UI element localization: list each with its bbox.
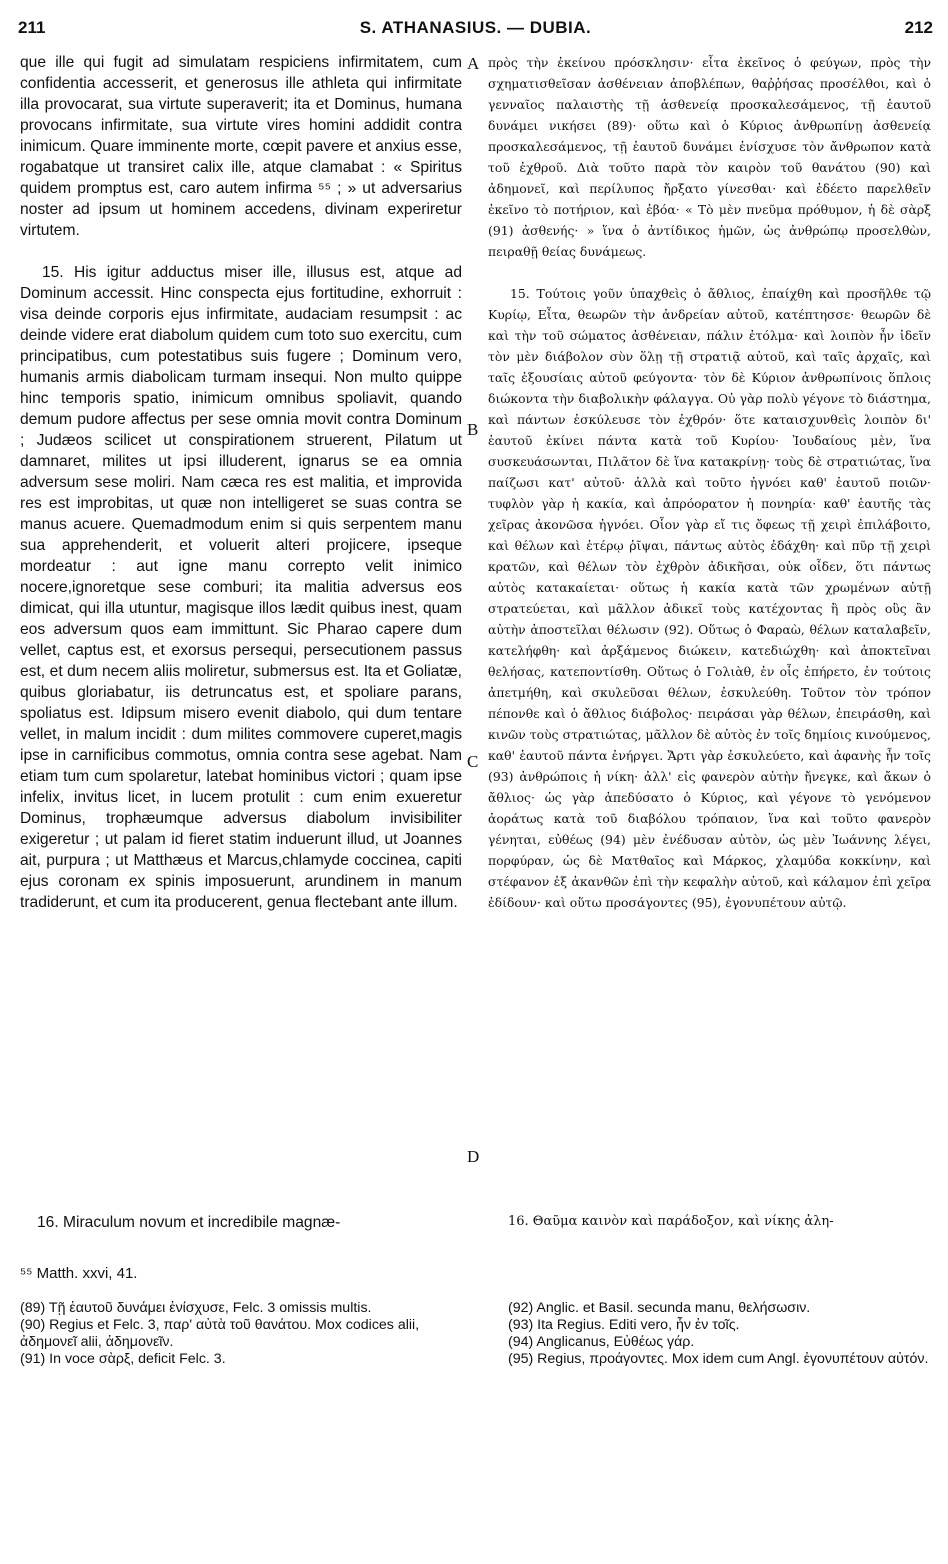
note-91: (91) In voce σὰρξ, deficit Felc. 3. xyxy=(20,1351,226,1367)
latin-paragraph-14-end: que ille qui fugit ad simulatam respiciens infirmitatem, cum confidentia accesserit, et generosus ille athleta qui infirmitate illa provocarat, sua virtute superaverit; ita et Dominus, humana provocans infirmitate, sua virtute vires homini addidit contra inimicum. Quare imminente morte, cœpit pavere et anxius esse, rogabatque ut transiret calix ille, atque clamabat : « Spiritus quidem promptus est, caro autem infirma ⁵⁵ ; » ut adversarius noster ad ipsum ut hominem accedens, divinam experiretur virtutem. xyxy=(20,54,462,239)
margin-marker-a: A xyxy=(467,54,480,73)
page-number-left: 211 xyxy=(18,18,46,37)
note-94: (94) Anglicanus, Εὐθέως γάρ. xyxy=(508,1334,695,1350)
greek-paragraph-15: 15. Τούτοις γοῦν ὑπαχθεὶς ὁ ἄθλιος, ἐπαίχθη καὶ προσῆλθε τῷ Κυρίῳ, Εἶτα, θεωρῶν τὴν ἀνδρείαν αὐτοῦ, κατέπτησσε· θεωρῶν δὲ καὶ τὴν τοῦ σώματος ἀσθένειαν, πάλιν ἐτόλμα· καὶ λοιπὸν ἦν ἰδεῖν τὸν μὲν διάβολον σὺν ὅλῃ τῇ στρατιᾷ αὐτοῦ, καὶ ταῖς ἀρχαῖς, καὶ ταῖς ἐξουσίαις αὐτοῦ φεύγοντα· τὸν δὲ Κύριον ἀνθρωπίνοις ὅπλοις διώκοντα τὴν διαβολικὴν φάλαγγα. Οὐ γὰρ πολὺ γέγονε τὸ διάστημα, καὶ πάντων ἐσκύλευσε τὸν ἐχθρόν· ὅτε καταισχυνθεὶς λοιπὸν δι' ἑαυτοῦ ἐκίνει πάντα κατὰ τοῦ Κυρίου· Ἰουδαίους μὲν, ἵνα συσκευάσωνται, Πιλᾶτον δὲ ἵνα κατακρίνῃ· τοὺς δὲ στρατιώτας, ἵνα παίζωσι κατ' αὐτοῦ· ἀλλὰ καὶ τοῦτο ἠγνόει καθ' ἑαυτοῦ ποιῶν· τυφλὸν γὰρ ἡ κακία, καὶ ἀπρόορατον ἡ πονηρία· καθ' ἑαυτῆς τὰς χεῖρας ἀκονῶσα ἠγνόει. Οἷον γὰρ εἴ τις ὄφεως τῇ χειρὶ ἐπιλάβοιτο, καὶ θέλων καὶ ἑτέρῳ ῥῖψαι, πάντως αὐτὸς ἐδάχθη· καὶ πῦρ τῇ χειρὶ κρατῶν, καὶ θέλων τὸν ἐχθρὸν ἀδικῆσαι, οὐκ οἶδεν, ὅτι πάντως αὐτὸς κατακαίεται· οὕτως ἡ κακία κατὰ τῶν χρωμένων αὐτῇ στρατεύεται, καὶ μᾶλλον ἀδικεῖ τοὺς κατέχοντας ἢ πρὸς οὓς ἂν αὐτὴν ἀποστεῖλαι θέλωσιν (92). Οὕτως ὁ Φαραὼ, θέλων καταλαβεῖν, κατελήφθη· καὶ ἀρξάμενος διώκειν, κατεδιώχθη· καὶ ἀποκτεῖναι θελήσας, κατεποντίσθη. Οὕτως ὁ Γολιὰθ, ἐν οἷς ἐπήρετο, ἐν τούτοις ἀπετμήθη, καὶ σκυλεῦσαι θέλων, ἐσκυλεύθη. Τοῦτον τὸν τρόπον πέπονθε καὶ ὁ ἄθλιος διάβολος· πειράσαι γὰρ θέλων, ἐπειράσθη, καὶ κινῶν τοὺς στρατιώτας, μᾶλλον δὲ αὐτὸς ἐν τοῖς δημίοις κινούμενος, καθ' ἑαυτοῦ πάντα ἐνήργει. Ἄρτι γὰρ ἐσκυλεύετο, καὶ ἀφανὴς ἦν τοῖς (93) ἀνθρώποις ἡ νίκη· ἀλλ' εἰς φανερὸν αὐτὴν ἤνεγκε, καὶ ἄκων ὁ ἄθλιος· ὡς γὰρ ἀπεδύσατο ὁ Κύριος, καὶ γέγονε τὸ γενόμενον ἀοράτως κατὰ τοῦ διαβόλου τρόπαιον, ἵνα καὶ τοῦτο φανερὸν γένηται, εὐθέως (94) μὲν ἐνέδυσαν αὐτὸν, ὡς μὲν Ἰωάννης λέγει, πορφύραν, ὡς δὲ Ματθαῖος καὶ Μάρκος, χλαμύδα κοκκίνην, καὶ στέφανον ἐξ ἀκανθῶν ἐπὶ τὴν κεφαλὴν αὐτοῦ, καὶ κάλαμον ἐπὶ χεῖρα ἐδίδουν· καὶ οὕτω προσάγοντες (95), ἐγονυπέτουν αὐτῷ. xyxy=(488,286,931,910)
running-header xyxy=(18,18,933,44)
note-90: (90) Regius et Felc. 3, παρ' αὐτὰ τοῦ θανάτου. Mox codices alii, ἀδημονεῖ alii, ἀδημονεῖν. xyxy=(20,1317,420,1350)
note-89: (89) Τῇ ἑαυτοῦ δυνάμει ἐνίσχυσε, Felc. 3 omissis multis. xyxy=(20,1300,372,1316)
greek-column xyxy=(488,52,931,1202)
margin-marker-c: C xyxy=(467,752,479,771)
running-title: S. ATHANASIUS. — DUBIA. xyxy=(359,18,592,37)
margin-marker-b: B xyxy=(467,420,479,439)
notes-left xyxy=(20,1300,465,1368)
note-95: (95) Regius, προάγοντες. Mox idem cum Angl. ἐγονυπέτουν αὐτόν. xyxy=(508,1351,929,1367)
margin-marker-d: D xyxy=(467,1147,480,1166)
note-93: (93) Ita Regius. Editi vero, ἦν ἐν τοῖς. xyxy=(508,1317,740,1333)
greek-paragraph-16-start: 16. Θαῦμα καινὸν καὶ παράδοξον, καὶ νίκης ἀλη- xyxy=(508,1214,834,1229)
latin-column xyxy=(20,52,462,1202)
scripture-footnote: ⁵⁵ Matth. xxvi, 41. xyxy=(20,1265,138,1282)
latin-paragraph-16-start: 16. Miraculum novum et incredibile magnæ- xyxy=(37,1214,341,1231)
latin-paragraph-15: 15. His igitur adductus miser ille, illusus est, atque ad Dominum accessit. Hinc conspecta ejus fortitudine, exhorruit : visa deinde corporis ejus infirmitate, audaciam resumpsit : ac deinde videre erat diabolum quidem cum toto suo exercitu, cum principatibus, cum potestatibus suis fugere ; Dominum vero, humanis armis diabolicam turmam insequi. Non multo quippe hinc temporis spatio, inimicum omnibus spoliavit, quando demum pudore affectus per sese omnia movit contra Dominum ; Judæos scilicet ut conspirationem struerent, Pilatum ut damnaret, milites ut ipsi illuderent, ignarus se ea omnia adversum sese moliri. Nam cæca res est malitia, et improvida res est improbitas, ut quæ non intelligeret se suas contra se manus acuere. Quemadmodum enim si quis serpentem manu sua apprehenderit, et voluerit alteri projicere, ipseque mordeatur : aut igne manu correpto velit inimico nocere,ignoretque sese comburi; ita malitia adversus eos dimicat, qui illa utuntur, magisque illos lædit quibus inest, quam eos adversum quos eam immittunt. Sic Pharao capere dum vellet, captus est, et exorsus persequi, persecutionem passus est, et dum necem aliis moliretur, submersus est. Ita et Goliatæ, quibus gloriabatur, iis detruncatus est, et spoliare parans, spoliatus est. Idipsum misero evenit diabolo, qui dum tentare vellet, in malum incidit : dum milites commovere cuperet,magis ipse in carnificibus commotus, omnia contra sese agebat. Nam etiam tum cum spolaretur, latebat hominibus victori ; quam ipse infelix, invitus licet, in lucem protulit : cum enim exueretur Dominus, trophæumque adversus diabolum invisibiliter exigeretur ; ut palam id fieret statim induerunt illud, ut Joannes ait, purpura ; ut Matthæus et Marcus,chlamyde coccinea, capiti ejus coronam ex spinis imposuerunt, arundinem in manum tradiderunt, et cum ita producerent, genua flectebant ante illum. xyxy=(20,264,462,911)
greek-paragraph-14-end: πρὸς τὴν ἐκείνου πρόσκλησιν· εἶτα ἐκεῖνος ὁ φεύγων, πρὸς τὴν σχηματισθεῖσαν ἀσθένειαν ἀποβλέπων, θαῤῥήσας προσέλθοι, καὶ ὁ γενναῖος παλαιστὴς τῇ ἀσθενείᾳ προσκαλεσάμενος, τῇ ἑαυτοῦ δυνάμει νικήσει (89)· οὕτω καὶ ὁ Κύριος ἀνθρωπίνῃ ἀσθενείᾳ προσκαλεσάμενος, τῇ ἑαυτοῦ δυνάμει ἐνίσχυσε τὸν ἄνθρωπον κατὰ τοῦ ἐχθροῦ. Διὰ τοῦτο παρὰ τὸν καιρὸν τοῦ θανάτου (90) καὶ ἀδημονεῖ, καὶ περίλυπος ἤρξατο γίνεσθαι· καὶ ἐδέετο παρελθεῖν ἐκεῖνο τὸ ποτήριον, καὶ ἐβόα· « Τὸ μὲν πνεῦμα πρόθυμον, ἡ δὲ σὰρξ (91) ἀσθενής· » ἵνα ὁ ἀντίδικος ἡμῶν, ὡς ἀνθρώπῳ προσελθὼν, πειραθῇ θείας δυνάμεως. xyxy=(488,55,931,259)
page-number-right: 212 xyxy=(904,18,933,37)
notes-right xyxy=(508,1300,933,1368)
note-92: (92) Anglic. et Basil. secunda manu, θελήσωσιν. xyxy=(508,1300,811,1316)
